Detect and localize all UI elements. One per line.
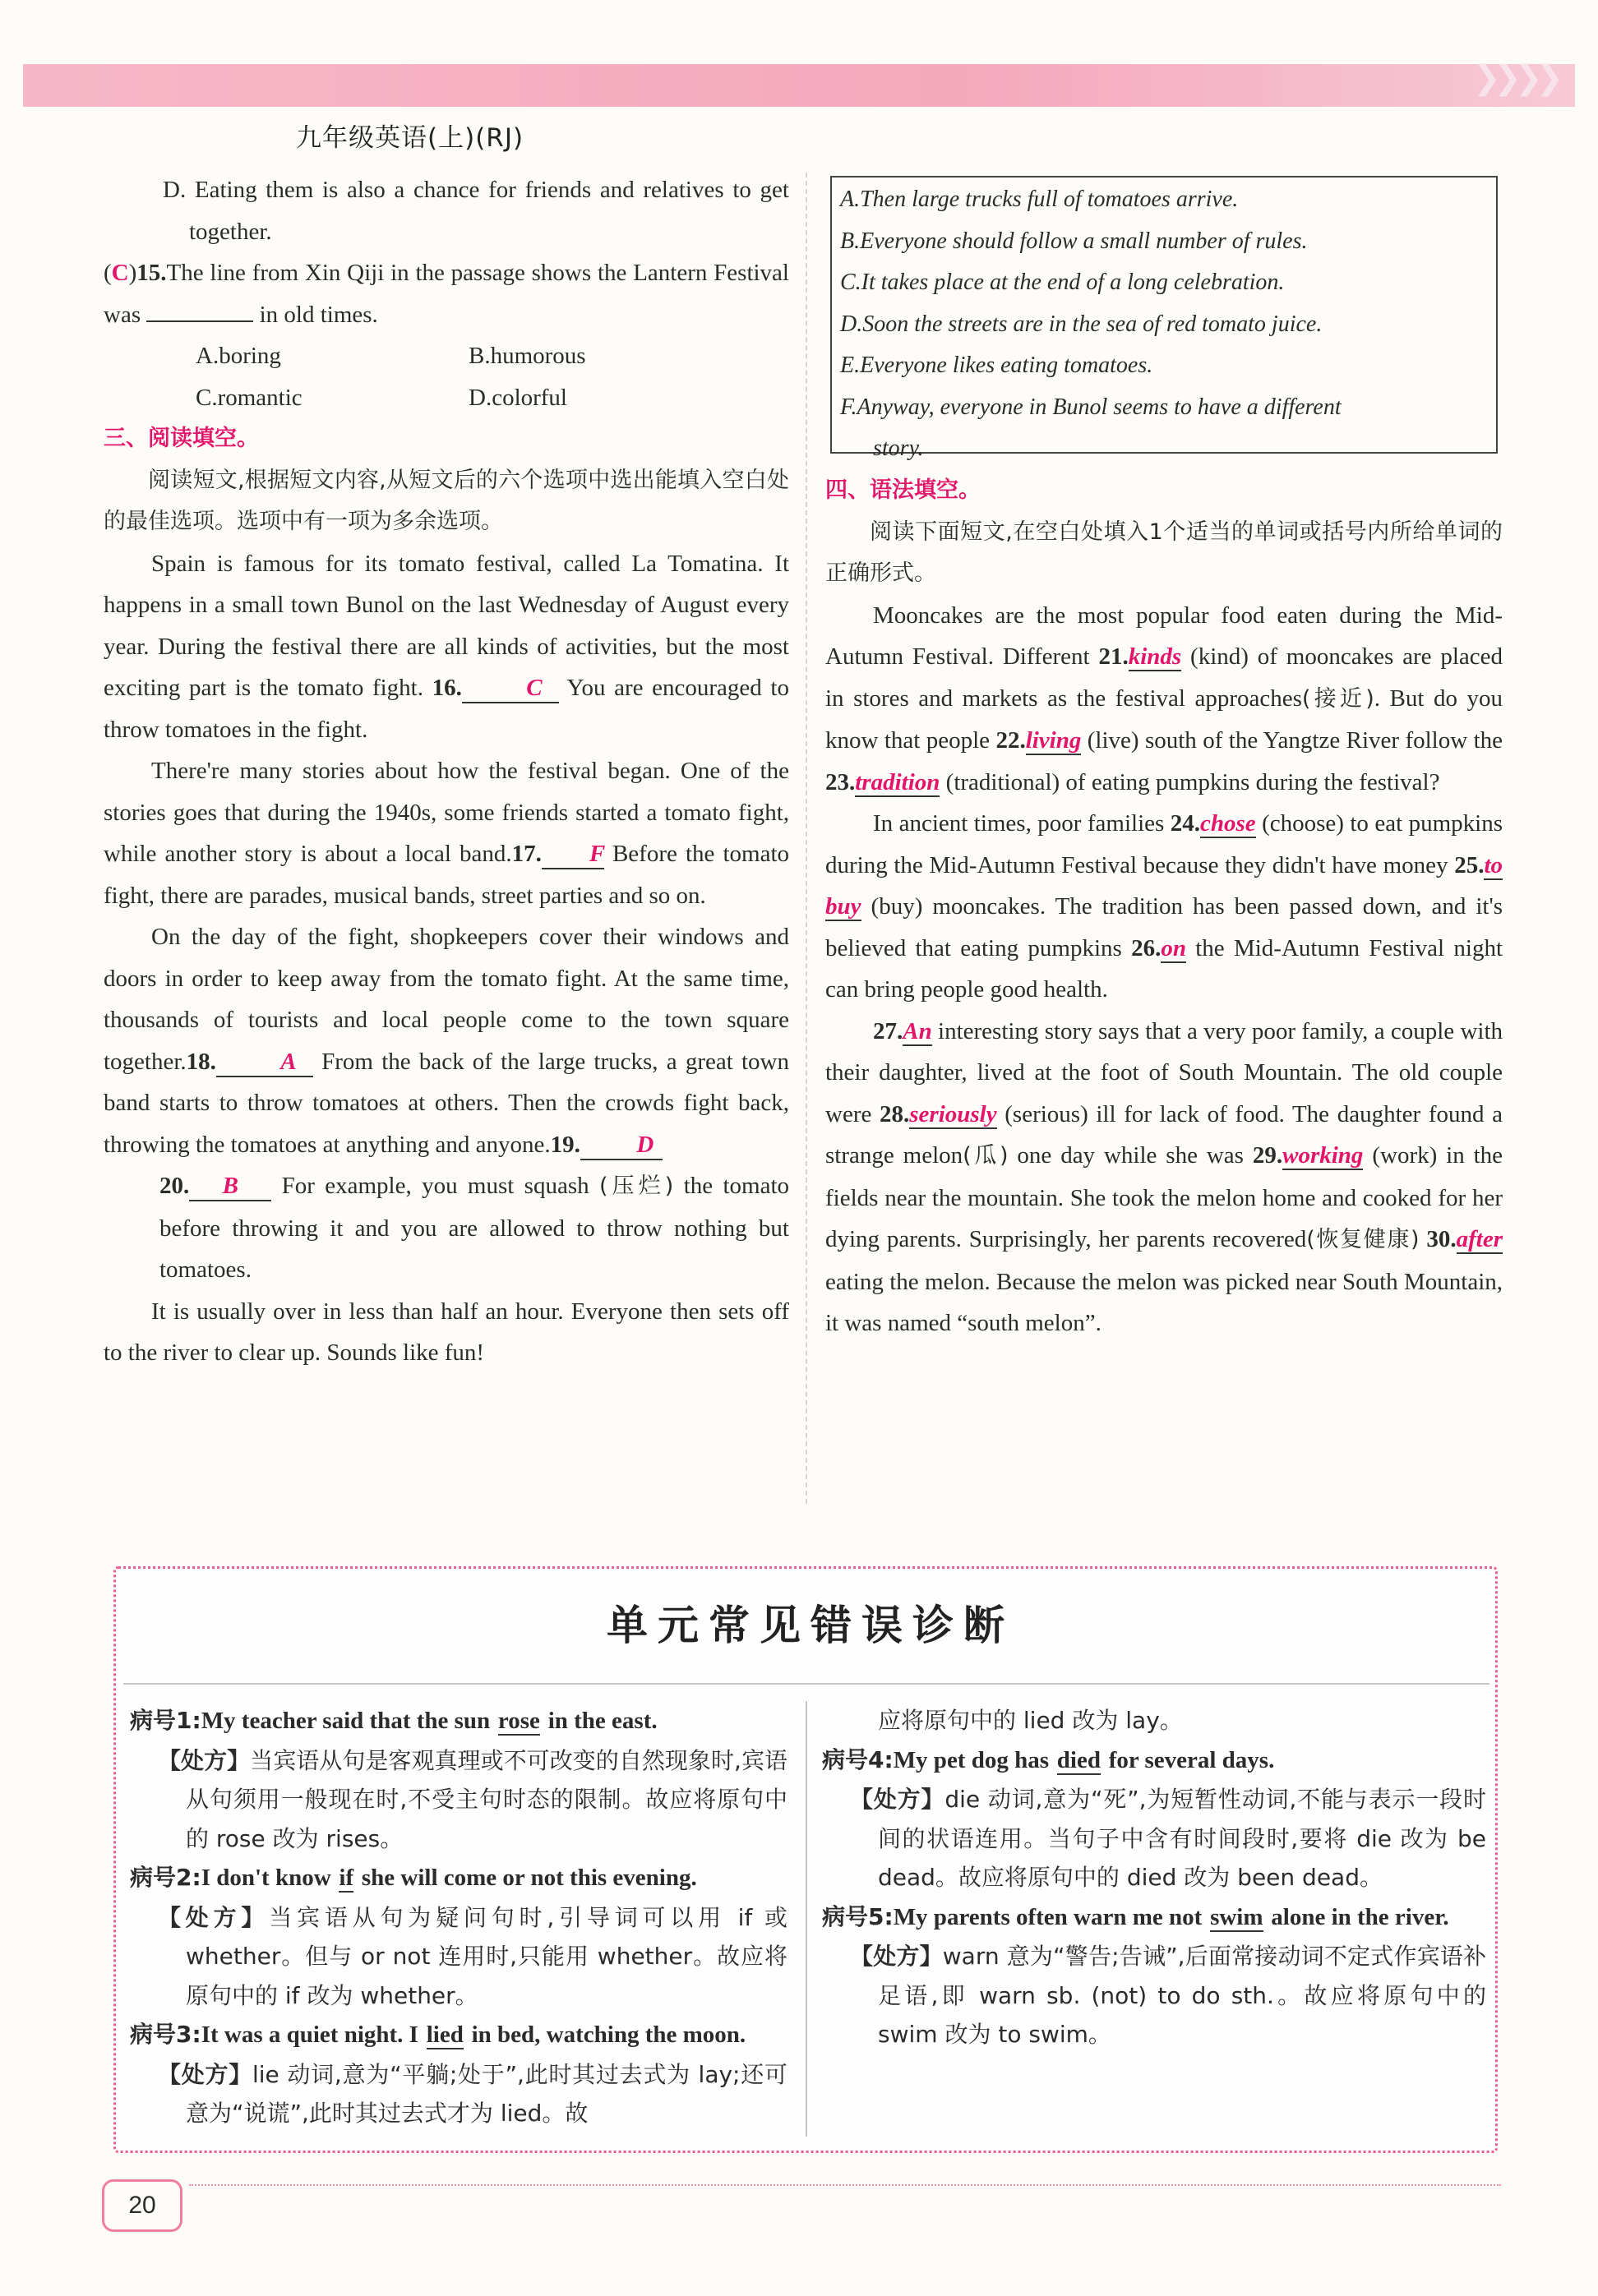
diagnosis-title: 单元常见错误诊断 bbox=[607, 1601, 1014, 1649]
case-2-label: 病号2: bbox=[130, 1864, 201, 1891]
blank-20[interactable] bbox=[189, 1172, 271, 1201]
q14-option-d: D. Eating them is also a chance for friends and relatives to get together. bbox=[163, 177, 789, 245]
blank-18-answer: A bbox=[280, 1048, 297, 1075]
case-4 bbox=[822, 1740, 1486, 1781]
case-3-error-word: lied bbox=[426, 2022, 464, 2048]
blank-25-answer[interactable]: to buy bbox=[825, 851, 1503, 920]
gp2-s8: (buy) mooncakes. The tradition has been passed down, and it's believed that eating pumpkins bbox=[825, 893, 1503, 961]
blank-17-number: 17. bbox=[511, 841, 542, 867]
gp3-s13-cn: (恢复健康) bbox=[1306, 1227, 1420, 1252]
q15-stem-end: in old times. bbox=[259, 301, 378, 328]
fix-1-label: 【处方】 bbox=[158, 1746, 251, 1774]
gp2-s7: (choose) to eat pumpkins during the Mid-Autumn Festival because they didn't have money bbox=[825, 810, 1503, 878]
diagnosis-right-column bbox=[822, 1701, 1486, 2054]
blank-30-answer[interactable]: after bbox=[1456, 1226, 1503, 1252]
fix-3-continued: 应将原句中的 lied 改为 lay。 bbox=[878, 1707, 1183, 1734]
case-1-text-b: in the east. bbox=[547, 1708, 658, 1734]
q15-stem: The line from Xin Qiji in the passage shows the Lantern Festival was bbox=[104, 260, 789, 328]
case-1-text-a: My teacher said that the sun bbox=[201, 1708, 491, 1734]
case-3 bbox=[130, 2015, 787, 2055]
case-1-label: 病号1: bbox=[130, 1707, 201, 1734]
case-1-error-word: rose bbox=[497, 1708, 540, 1734]
blank-16-answer: C bbox=[526, 675, 543, 701]
q15-options-row1 bbox=[104, 335, 789, 377]
case-3-text-a: It was a quiet night. I bbox=[201, 2022, 418, 2048]
footer-dotted-line bbox=[189, 2184, 1501, 2186]
diagnosis-column-divider bbox=[806, 1701, 807, 2137]
column-divider bbox=[806, 173, 807, 1504]
case-2-text-a: I don't know bbox=[201, 1865, 331, 1891]
option-e: E.Everyone likes eating tomatoes. bbox=[840, 353, 1153, 378]
fix-5-text: warn 意为“警告;告诫”,后面常接动词不定式作宾语补足语,即 warn sb. (not) to do sth.。故应将原句中的 swim 改为 to swim。 bbox=[878, 1943, 1486, 2048]
case-3-label: 病号3: bbox=[130, 2021, 201, 2048]
diagnosis-left-column bbox=[130, 1701, 787, 2133]
blank-19[interactable] bbox=[580, 1131, 663, 1160]
q15-option-b: B.humorous bbox=[469, 343, 586, 369]
case-2 bbox=[130, 1858, 787, 1898]
section4-title: 四、语法填空。 bbox=[825, 477, 981, 503]
fix-2-label: 【处方】 bbox=[158, 1903, 270, 1931]
case-4-text-a: My pet dog has bbox=[893, 1746, 1050, 1773]
passage-paragraph-5: It is usually over in less than half an hour. Everyone then sets off to the river to clear up. Sounds like fun! bbox=[104, 1298, 789, 1366]
section3-instruction: 阅读短文,根据短文内容,从短文后的六个选项中选出能填入空白处的最佳选项。选项中有一项为多余选项。 bbox=[104, 467, 789, 534]
passage-paragraph-3 bbox=[104, 916, 789, 1165]
grammar-paragraph-3 bbox=[825, 1011, 1503, 1344]
fix-4 bbox=[822, 1780, 1486, 1897]
blank-18[interactable] bbox=[216, 1048, 313, 1077]
blank-26-number: 26. bbox=[1131, 934, 1162, 961]
q15-blank bbox=[146, 320, 253, 322]
grammar-paragraph-2 bbox=[825, 803, 1503, 1011]
case-1 bbox=[130, 1701, 787, 1741]
fix-3-text: lie 动词,意为“平躺;处于”,此时其过去式为 lay;还可意为“说谎”,此时其过去式才为 lied。故 bbox=[186, 2060, 787, 2127]
blank-23-number: 23. bbox=[825, 768, 856, 795]
case-5-error-word: swim bbox=[1210, 1903, 1263, 1930]
blank-30-number: 30. bbox=[1426, 1226, 1457, 1252]
blank-29-answer[interactable]: working bbox=[1282, 1142, 1364, 1169]
passage-paragraph-1 bbox=[104, 543, 789, 751]
blank-25-number: 25. bbox=[1454, 851, 1485, 878]
gp3-s13: (work) in the fields near the mountain. She took the melon home and cooked for her dying parents. Surprisingly, her parents recovered bbox=[825, 1142, 1503, 1252]
blank-16[interactable] bbox=[462, 674, 559, 703]
blank-19-answer: D bbox=[636, 1131, 654, 1158]
fix-1-text: 当宾语从句是客观真理或不可改变的自然现象时,宾语从句须用一般现在时,不受主句时态的限制。故应将原句中的 rose 改为 rises。 bbox=[186, 1746, 787, 1852]
q15-option-a: A.boring bbox=[196, 343, 281, 369]
option-d: D.Soon the streets are in the sea of red tomato juice. bbox=[840, 311, 1323, 337]
grammar-paragraph-1 bbox=[825, 595, 1503, 804]
blank-24-number: 24. bbox=[1170, 810, 1200, 837]
blank-27-number: 27. bbox=[873, 1017, 903, 1044]
blank-28-number: 28. bbox=[880, 1100, 910, 1127]
case-5-text-a: My parents often warn me not bbox=[893, 1903, 1203, 1930]
blank-21-number: 21. bbox=[1098, 643, 1129, 670]
q15-options-row2 bbox=[104, 377, 789, 419]
chevron-right-icon: ❯❯❯❯ bbox=[1472, 59, 1557, 97]
paragraph-1-after: You are encouraged to throw tomatoes in the fight. bbox=[104, 675, 789, 743]
question-15 bbox=[104, 252, 789, 335]
header-banner bbox=[23, 64, 1575, 107]
blank-28-answer[interactable]: seriously bbox=[909, 1100, 997, 1127]
gp1-s2-cn: (接近) bbox=[1301, 685, 1374, 712]
q15-answer-paren: (C) bbox=[104, 260, 137, 286]
gp2-s6: In ancient times, poor families bbox=[873, 810, 1165, 837]
page-header-title: 九年级英语(上)(RJ) bbox=[296, 123, 524, 153]
gp1-s3: . But do you know that people bbox=[825, 685, 1503, 754]
fix-4-text: die 动词,意为“死”,为短暂性动词,不能与表示一段时间的状语连用。当句子中含有时间段时,要将 die 改为 be dead。故应将原句中的 died 改为 been dead。 bbox=[878, 1786, 1486, 1891]
blank-26-answer[interactable]: on bbox=[1161, 934, 1186, 961]
option-f: F.Anyway, everyone in Bunol seems to have a different bbox=[840, 394, 1342, 420]
paragraph-4-paren: (压烂) bbox=[598, 1173, 674, 1199]
left-column bbox=[104, 169, 789, 1374]
gp1-s2: (kind) of mooncakes are placed in stores and markets as the festival approaches bbox=[825, 643, 1503, 712]
reading-options-box bbox=[830, 176, 1498, 461]
right-column bbox=[825, 470, 1503, 1344]
passage-paragraph-2 bbox=[104, 750, 789, 916]
fix-3 bbox=[130, 2055, 787, 2133]
gp1-s1: Mooncakes are the most popular food eaten during the Mid-Autumn Festival. Different bbox=[825, 602, 1503, 670]
fix-5 bbox=[822, 1937, 1486, 2054]
blank-20-answer: B bbox=[222, 1173, 238, 1199]
case-2-text-b: she will come or not this evening. bbox=[361, 1865, 697, 1891]
gp3-s11: (serious) ill for lack of food. The daughter found a strange melon bbox=[825, 1100, 1503, 1169]
case-4-error-word: died bbox=[1056, 1746, 1101, 1773]
case-5-text-b: alone in the river. bbox=[1271, 1903, 1449, 1930]
gp3-s14: eating the melon. Because the melon was picked near South Mountain, it was named “south melon”. bbox=[825, 1268, 1503, 1336]
case-4-text-b: for several days. bbox=[1108, 1746, 1275, 1773]
case-3-text-b: in bed, watching the moon. bbox=[471, 2022, 746, 2048]
fix-2 bbox=[130, 1898, 787, 2016]
blank-21-answer[interactable]: kinds bbox=[1128, 643, 1182, 670]
page-number: 20 bbox=[102, 2179, 182, 2232]
paragraph-4-text-b: the tomato before throwing it and you are allowed to throw nothing but tomatoes. bbox=[159, 1173, 790, 1283]
option-b: B.Everyone should follow a small number of rules. bbox=[840, 228, 1308, 254]
gp1-s5: (traditional) of eating pumpkins during the festival? bbox=[945, 768, 1440, 795]
fix-4-label: 【处方】 bbox=[850, 1786, 945, 1813]
blank-23-answer[interactable]: tradition bbox=[855, 768, 940, 795]
paragraph-2-text: There're many stories about how the festival began. One of the stories goes that during the 1940s, some friends started a tomato fight, while another story is about a local band. bbox=[104, 758, 789, 867]
case-4-label: 病号4: bbox=[822, 1745, 894, 1773]
blank-22-answer[interactable]: living bbox=[1025, 727, 1082, 754]
fix-3-label: 【处方】 bbox=[158, 2060, 252, 2088]
blank-17-answer: F bbox=[589, 841, 606, 867]
paragraph-2-after: Before the tomato fight, there are parades, musical bands, street parties and so on. bbox=[104, 841, 790, 909]
section4-instruction: 阅读下面短文,在空白处填入1个适当的单词或括号内所给单词的正确形式。 bbox=[825, 519, 1503, 586]
blank-20-number: 20. bbox=[159, 1173, 190, 1199]
blank-24-answer[interactable]: chose bbox=[1199, 810, 1256, 837]
diagnosis-title-rule bbox=[123, 1683, 1489, 1685]
gp3-s11-cn: (瓜) bbox=[963, 1143, 1009, 1169]
section3-title: 三、阅读填空。 bbox=[104, 426, 259, 451]
gp3-s10: interesting story says that a very poor family, a couple with their daughter, lived at the foot of South Mountain. The old couple were bbox=[825, 1017, 1503, 1127]
gp2-s9: the Mid-Autumn Festival night can bring people good health. bbox=[825, 934, 1503, 1003]
option-a: A.Then large trucks full of tomatoes arrive. bbox=[840, 187, 1239, 212]
q15-option-c: C.romantic bbox=[196, 384, 303, 411]
fix-5-label: 【处方】 bbox=[850, 1943, 943, 1970]
q15-option-d: D.colorful bbox=[469, 384, 567, 411]
paragraph-3-text: On the day of the fight, shopkeepers cover their windows and doors in order to keep away from the tomato fight. At the same time, thousands of tourists and local people come to the town square together. bbox=[104, 924, 789, 1075]
paragraph-4-text-a: For example, you must squash bbox=[281, 1173, 589, 1199]
blank-17[interactable] bbox=[542, 840, 604, 869]
fix-2-text: 当宾语从句为疑问句时,引导词可以用 if 或 whether。但与 or not 连用时,只能用 whether。故应将原句中的 if 改为 whether。 bbox=[186, 1903, 787, 2009]
blank-18-number: 18. bbox=[186, 1048, 216, 1075]
blank-22-number: 22. bbox=[995, 727, 1026, 754]
q15-answer: C bbox=[111, 260, 129, 286]
option-f-cont: story. bbox=[873, 436, 924, 461]
case-2-error-word: if bbox=[339, 1865, 354, 1891]
paragraph-1-text: Spain is famous for its tomato festival, called La Tomatina. It happens in a small town Bunol on the last Wednesday of August every year. During the festival there are all kinds of activities, but the most exciting part is the tomato fight. bbox=[104, 550, 789, 701]
blank-19-number: 19. bbox=[550, 1131, 580, 1158]
blank-29-number: 29. bbox=[1252, 1142, 1283, 1169]
q15-number: 15. bbox=[136, 260, 167, 286]
option-c: C.It takes place at the end of a long celebration. bbox=[840, 270, 1285, 295]
passage-paragraph-4 bbox=[104, 1165, 789, 1291]
blank-16-number: 16. bbox=[432, 675, 462, 701]
gp3-s12: one day while she was bbox=[1017, 1142, 1244, 1169]
fix-1 bbox=[130, 1741, 787, 1859]
paragraph-3-mid: From the back of the large trucks, a great town band starts to throw tomatoes at others. Then the crowds fight back, throwing the tomatoes at anything and anyone. bbox=[104, 1048, 789, 1158]
case-5-label: 病号5: bbox=[822, 1902, 894, 1930]
blank-27-answer[interactable]: An bbox=[903, 1017, 932, 1044]
case-5 bbox=[822, 1897, 1486, 1938]
gp1-s4: (live) south of the Yangtze River follow the bbox=[1087, 727, 1503, 754]
